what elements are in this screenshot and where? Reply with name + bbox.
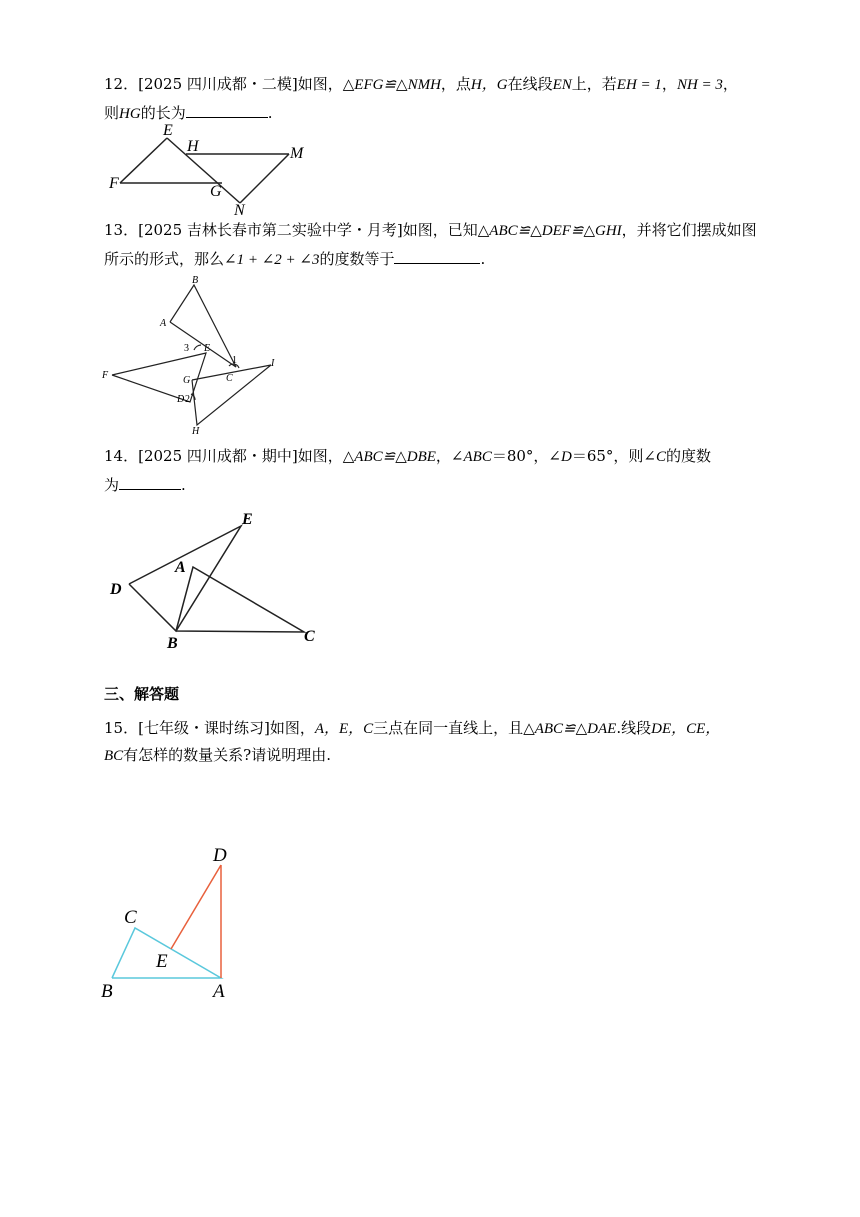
q13-label-G: G	[183, 375, 191, 386]
q12-text: 在线段	[507, 75, 553, 93]
q13-congruence: △ABC≌△DEF≌△GHI	[477, 223, 622, 239]
q13-text: ，并将它们摆成如图	[621, 221, 757, 239]
q15-text: 如图，	[269, 719, 315, 737]
q15-number: 15．	[104, 719, 139, 737]
q14-text: ＝80°，	[491, 447, 549, 465]
q14-text: 的度数	[666, 447, 712, 465]
q15-bc: BC	[104, 748, 124, 764]
q14-text: ，	[435, 447, 451, 465]
q12-points: H，G	[470, 77, 508, 93]
q13-label-I: I	[271, 358, 275, 369]
q15-label-C: C	[124, 907, 137, 928]
q14-label-C: C	[304, 628, 315, 645]
q15-congruence: △ABC≌△DAE	[523, 721, 617, 737]
q12-hg: HG	[119, 106, 141, 122]
q14-angle-c: ∠C	[643, 449, 666, 465]
q15-label-D: D	[213, 845, 227, 866]
q13-text: 的度数等于	[319, 250, 395, 268]
q13-label-1: 1	[232, 355, 237, 366]
q14-text: .	[181, 476, 186, 494]
q15-label-B: B	[101, 981, 113, 1002]
q13-text: 如图，已知	[402, 221, 478, 239]
q12-source: [2025 四川成都・二模]	[138, 75, 298, 93]
q12-text: 的长为	[140, 104, 186, 122]
q12-text: 则	[104, 104, 120, 122]
q13-label-B: B	[192, 275, 199, 286]
q13-label-A: A	[160, 318, 167, 329]
q13-label-E: E	[204, 343, 211, 354]
q15-source: [七年级・课时练习]	[138, 719, 270, 737]
q13-angles: ∠1 + ∠2 + ∠3	[224, 252, 320, 268]
q14-label-D: D	[110, 581, 122, 598]
q14-angle-abc: ∠ABC	[450, 449, 492, 465]
q12-eh: EH = 1	[616, 77, 662, 93]
q14-number: 14．	[104, 447, 139, 465]
q13-label-F: F	[102, 370, 109, 381]
q12-nh: NH = 3	[676, 77, 723, 93]
q14-text: ＝65°，则	[571, 447, 644, 465]
q13-label-2: 2	[185, 394, 190, 405]
q15-label-A: A	[213, 981, 225, 1002]
q13-label-H: H	[192, 426, 200, 437]
q13-label-3: 3	[184, 343, 189, 354]
q12-text: .	[267, 104, 273, 122]
q14-label-E: E	[242, 511, 253, 528]
q12-label-G: G	[210, 183, 222, 200]
q14-text: 如图，	[297, 447, 343, 465]
q15-text: .线段	[616, 719, 652, 737]
q12-label-E: E	[163, 122, 173, 139]
q12-text: ，	[722, 75, 738, 93]
q15-points: A，E，C	[314, 721, 374, 737]
q13-text: 所示的形式，那么	[104, 250, 225, 268]
q12-text: 上，若	[571, 75, 617, 93]
q13-label-D: D	[177, 394, 185, 405]
q14-label-A: A	[175, 559, 186, 576]
q12-label-M: M	[290, 145, 304, 162]
q13-number: 13．	[104, 221, 139, 239]
q15-text: 有怎样的数量关系?请说明理由.	[123, 746, 331, 764]
q14-congruence: △ABC≌△DBE	[342, 449, 436, 465]
q12-text: 如图，	[297, 75, 343, 93]
q13-text: .	[480, 250, 486, 268]
q12-text: ，	[661, 75, 677, 93]
q12-congruence: △EFG≌△NMH	[342, 77, 441, 93]
q12-label-H: H	[187, 138, 199, 155]
q12-number: 12．	[104, 75, 139, 93]
q14-label-B: B	[167, 635, 178, 652]
q13-label-C: C	[226, 373, 233, 384]
q12-text: ，点	[440, 75, 471, 93]
q13-source: [2025 吉林长春市第二实验中学・月考]	[138, 221, 403, 239]
q12-label-N: N	[234, 202, 245, 219]
q14-angle-d: ∠D	[548, 449, 572, 465]
section-title: 三、解答题	[104, 685, 180, 703]
q15-label-E: E	[156, 951, 168, 972]
q14-source: [2025 四川成都・期中]	[138, 447, 298, 465]
q14-text: 为	[104, 476, 120, 494]
q15-seg-DE	[171, 865, 221, 949]
q12-segment: EN	[552, 77, 572, 93]
q15-segments: DE，CE，	[651, 721, 721, 737]
q12-label-F: F	[109, 175, 119, 192]
q15-text: 三点在同一直线上，且	[373, 719, 524, 737]
